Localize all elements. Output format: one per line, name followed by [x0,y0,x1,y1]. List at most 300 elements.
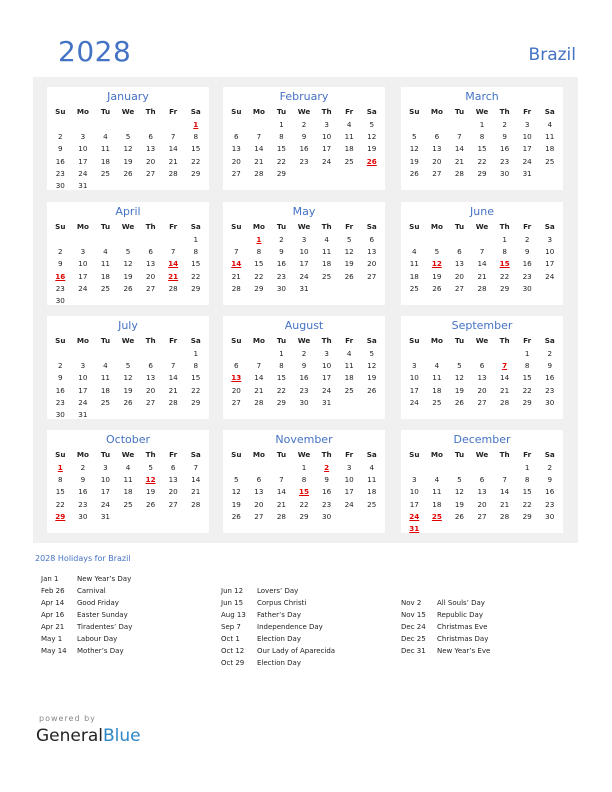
day-cell: 9 [58,373,63,383]
empty-cell [403,234,426,246]
empty-cell [360,283,383,295]
day-cell: 10 [545,247,555,257]
month-title: September [451,319,513,332]
day-cell: 10 [78,373,88,383]
holiday-date: Jun 15 [221,599,244,607]
day-cell: 15 [191,373,201,383]
empty-cell [471,234,494,246]
day-cell: 18 [367,487,377,497]
day-cell: 7 [457,132,462,142]
holiday-date: Feb 26 [41,587,65,595]
day-cell: 5 [369,120,375,129]
day-cell: 9 [279,247,284,257]
day-cell: 29 [299,511,309,521]
weekday-label: Fr [345,336,354,345]
weekday-label: Su [231,450,242,459]
day-cell: 18 [322,259,332,269]
day-cell: 29 [276,397,287,407]
weekday-label: Tu [454,222,465,231]
holiday-item [401,621,490,633]
holiday-day: 15 [299,487,310,497]
empty-cell [516,523,539,535]
holiday-date: Oct 1 [221,635,240,643]
month-title: January [107,90,149,103]
day-cell: 4 [547,120,553,129]
day-cell: 4 [346,120,352,129]
holiday-date: Aug 13 [221,611,246,619]
month-title: June [470,205,494,218]
week-row [47,168,209,180]
day-cell: 25 [322,271,332,281]
weekday-label: Th [499,450,510,459]
day-cell: 13 [477,373,487,383]
day-cell: 29 [500,283,510,293]
empty-cell [117,511,140,523]
day-cell: 6 [479,475,485,485]
weekday-label: Sa [190,107,201,116]
day-cell: 17 [100,487,111,497]
day-cell: 3 [324,120,329,129]
empty-cell [471,348,494,360]
empty-cell [248,462,271,474]
weekday-label: Sa [544,450,555,459]
holiday-item [221,585,335,597]
month-title: July [118,319,138,332]
holiday-day: 13 [231,373,242,383]
holiday-name: New Year’s Day [77,575,132,583]
day-cell: 11 [344,132,354,142]
month-title: December [453,433,511,446]
week-row [223,511,385,523]
day-cell: 12 [367,132,377,142]
day-cell: 29 [254,283,264,293]
week-row [223,397,385,409]
weekday-label: We [121,222,135,231]
day-cell: 18 [344,373,354,383]
holiday-item [401,609,490,621]
day-cell: 27 [231,168,241,178]
day-cell: 21 [191,487,201,497]
day-cell: 10 [100,475,111,485]
empty-cell [184,180,207,192]
day-cell: 25 [123,499,133,509]
holiday-item [221,597,335,609]
day-cell: 12 [123,144,133,154]
day-cell: 26 [123,397,133,407]
empty-cell [426,348,449,360]
holiday-name: Father’s Day [257,611,301,619]
month-title: February [279,90,329,103]
weekday-label: Fr [523,222,532,231]
week-row [47,246,209,258]
day-cell: 23 [545,385,555,395]
week-row [47,156,209,168]
day-cell: 2 [502,120,507,129]
day-cell: 16 [299,373,309,383]
day-cell: 21 [454,156,465,166]
weekday-label: Su [231,336,242,345]
weekday-label: We [121,336,135,345]
day-cell: 10 [299,247,309,257]
holiday-item [41,645,132,657]
week-row [47,131,209,143]
day-cell: 10 [522,132,532,142]
day-cell: 11 [432,373,442,383]
month-title: May [292,205,316,218]
day-cell: 27 [231,397,241,407]
day-cell: 11 [432,487,442,497]
weekday-label: Fr [345,107,354,116]
month-november [223,430,385,533]
day-cell: 21 [477,271,487,281]
empty-cell [139,119,162,131]
week-row [47,119,209,131]
day-cell: 28 [168,397,178,407]
day-cell: 7 [170,247,176,257]
holiday-date: Apr 14 [41,599,65,607]
day-cell: 30 [522,283,532,293]
day-cell: 19 [454,499,465,509]
day-cell: 17 [299,259,309,269]
empty-cell [72,348,95,360]
day-cell: 18 [123,487,133,497]
empty-cell [225,348,248,360]
day-cell: 2 [58,361,63,371]
empty-cell [49,119,72,131]
weekday-label: Tu [276,107,287,116]
day-cell: 4 [125,463,131,472]
weekday-label: We [297,222,311,231]
empty-cell [49,234,72,246]
empty-cell [225,119,248,131]
weekday-label: Su [409,336,420,345]
day-cell: 15 [55,487,65,497]
holiday-day: 24 [409,511,420,521]
empty-cell [162,348,185,360]
day-cell: 25 [545,156,555,166]
day-cell: 30 [55,181,65,190]
day-cell: 9 [58,259,63,269]
day-cell: 13 [231,144,241,154]
weekday-label: We [121,450,135,459]
weekday-label: Tu [100,107,111,116]
day-cell: 2 [547,463,553,472]
day-cell: 19 [367,373,377,383]
day-cell: 22 [254,271,264,281]
week-row [401,360,563,372]
day-cell: 26 [409,168,419,178]
week-row [47,143,209,155]
day-cell: 14 [500,487,510,497]
month-january [47,87,209,190]
weekday-header-row [401,221,563,233]
day-cell: 20 [146,385,156,395]
day-cell: 6 [434,132,440,142]
day-cell: 16 [55,156,65,166]
day-cell: 28 [231,283,241,293]
holidays-column [221,585,335,669]
day-cell: 27 [367,271,377,281]
day-cell: 9 [301,132,307,142]
weekday-label: Tu [276,450,287,459]
week-row [401,131,563,143]
weekday-header-row [47,106,209,118]
day-cell: 7 [170,132,176,142]
holiday-day: 26 [366,156,377,166]
empty-cell [315,168,338,180]
month-september [401,316,563,419]
day-cell: 15 [254,259,264,269]
day-cell: 27 [432,168,442,178]
weekday-label: Fr [169,222,178,231]
day-cell: 15 [522,487,532,497]
day-cell: 14 [168,144,178,154]
empty-cell [94,234,117,246]
empty-cell [162,119,185,131]
day-cell: 6 [170,463,176,472]
empty-cell [338,168,361,180]
holiday-item [401,597,490,609]
weekday-header-row [223,106,385,118]
day-cell: 26 [123,283,133,293]
day-cell: 20 [254,499,264,509]
day-cell: 6 [256,475,262,485]
day-cell: 21 [254,156,264,166]
weekday-label: Su [409,107,420,116]
holiday-day: 12 [431,259,442,269]
day-cell: 10 [409,373,419,383]
day-cell: 4 [103,361,108,371]
day-cell: 23 [522,271,532,281]
day-cell: 22 [191,156,201,166]
weekday-label: Mo [252,450,265,459]
day-cell: 21 [231,271,241,281]
day-cell: 13 [254,487,264,497]
empty-cell [225,462,248,474]
holidays-title: 2028 Holidays for Brazil [35,554,131,563]
weekday-label: Sa [544,336,555,345]
empty-cell [403,119,426,131]
month-title: March [465,90,499,103]
day-cell: 30 [545,511,555,521]
day-cell: 14 [276,487,287,497]
month-december [401,430,563,533]
week-row [401,523,563,535]
weekday-label: Sa [366,107,377,116]
holiday-date: Nov 2 [401,599,422,607]
weekday-label: Th [145,222,156,231]
day-cell: 3 [412,361,417,371]
week-row [401,234,563,246]
day-cell: 8 [193,132,199,142]
week-row [401,283,563,295]
day-cell: 18 [545,144,555,154]
holiday-date: Dec 31 [401,647,426,655]
day-cell: 11 [344,361,354,371]
week-row [401,462,563,474]
week-row [47,283,209,295]
holiday-item [41,597,132,609]
day-cell: 8 [58,475,63,485]
holiday-name: New Year’s Eve [437,647,491,655]
holiday-name: Election Day [257,659,301,667]
day-cell: 9 [547,475,553,485]
weekday-header-row [223,335,385,347]
day-cell: 14 [191,475,201,485]
weekday-label: Su [409,450,420,459]
weekday-label: Sa [366,336,377,345]
week-row [47,234,209,246]
day-cell: 1 [279,349,284,358]
holiday-day: 14 [231,259,242,269]
day-cell: 26 [146,499,156,509]
week-row [223,499,385,511]
day-cell: 17 [322,373,332,383]
empty-cell [403,348,426,360]
day-cell: 29 [522,511,532,521]
day-cell: 7 [279,475,284,485]
day-cell: 23 [299,385,309,395]
empty-cell [360,511,383,523]
empty-cell [139,234,162,246]
weekday-header-row [47,335,209,347]
weekday-label: We [297,450,311,459]
month-title: August [284,319,324,332]
month-title: October [105,433,151,446]
day-cell: 5 [412,132,417,142]
week-row [47,462,209,474]
weekday-label: Th [499,222,510,231]
weekday-label: Su [55,450,66,459]
day-cell: 4 [346,349,352,358]
day-cell: 22 [477,156,487,166]
day-cell: 2 [58,247,63,257]
holiday-day: 2 [324,463,330,472]
weekday-label: Fr [345,450,354,459]
day-cell: 27 [454,283,465,293]
holiday-item [41,609,132,621]
month-february [223,87,385,190]
day-cell: 30 [55,410,65,419]
day-cell: 3 [301,235,307,244]
holiday-name: Tiradentes’ Day [77,623,133,631]
day-cell: 8 [193,361,199,371]
day-cell: 16 [322,487,332,497]
day-cell: 10 [78,259,88,269]
weekday-label: Th [321,222,332,231]
day-cell: 22 [500,271,510,281]
empty-cell [72,119,95,131]
day-cell: 19 [344,259,354,269]
empty-cell [426,523,449,535]
day-cell: 28 [500,397,510,407]
holiday-day: 29 [55,511,66,521]
day-cell: 31 [522,168,532,178]
week-row [47,486,209,498]
empty-cell [360,397,383,409]
day-cell: 28 [454,168,465,178]
day-cell: 5 [125,247,131,257]
day-cell: 4 [103,132,108,142]
week-row [401,474,563,486]
day-cell: 17 [409,499,419,509]
week-row [401,499,563,511]
week-row [223,348,385,360]
empty-cell [538,283,561,295]
empty-cell [94,409,117,421]
weekday-label: Sa [190,450,201,459]
empty-cell [248,348,271,360]
holiday-day: 7 [502,361,508,371]
empty-cell [72,234,95,246]
week-row [47,385,209,397]
day-cell: 23 [78,499,88,509]
week-row [223,131,385,143]
day-cell: 20 [477,385,487,395]
weekday-label: Mo [430,336,443,345]
holiday-date: Dec 25 [401,635,426,643]
holiday-item [221,645,335,657]
month-august [223,316,385,419]
empty-cell [493,523,516,535]
day-cell: 7 [479,247,485,257]
empty-cell [448,462,471,474]
month-april [47,202,209,305]
day-cell: 17 [78,271,88,281]
day-cell: 14 [500,373,510,383]
month-june [401,202,563,305]
day-cell: 23 [55,283,65,293]
empty-cell [293,168,316,180]
day-cell: 5 [457,361,462,371]
weekday-label: We [475,336,489,345]
weekday-label: Mo [252,222,265,231]
day-cell: 31 [322,397,332,407]
empty-cell [94,348,117,360]
day-cell: 19 [123,271,133,281]
day-cell: 3 [346,463,352,472]
weekday-label: Th [145,336,156,345]
day-cell: 24 [322,156,332,166]
day-cell: 8 [301,475,307,485]
weekday-header-row [47,449,209,461]
day-cell: 4 [369,463,375,472]
holiday-item [401,633,490,645]
day-cell: 19 [146,487,156,497]
day-cell: 28 [254,168,264,178]
day-cell: 18 [409,271,419,281]
day-cell: 3 [80,361,86,371]
day-cell: 27 [168,499,178,509]
day-cell: 7 [234,247,239,257]
day-cell: 1 [193,349,199,358]
day-cell: 26 [454,511,465,521]
day-cell: 28 [168,168,178,178]
day-cell: 11 [409,259,419,269]
day-cell: 1 [524,463,530,472]
weekday-label: Su [55,222,66,231]
month-title: November [275,433,333,446]
day-cell: 2 [301,349,307,358]
day-cell: 6 [148,247,153,257]
day-cell: 17 [322,144,332,154]
holiday-name: Corpus Christi [257,599,307,607]
weekday-label: Mo [252,107,265,116]
day-cell: 3 [80,247,86,257]
holiday-day: 14 [168,259,179,269]
empty-cell [338,283,361,295]
empty-cell [360,168,383,180]
